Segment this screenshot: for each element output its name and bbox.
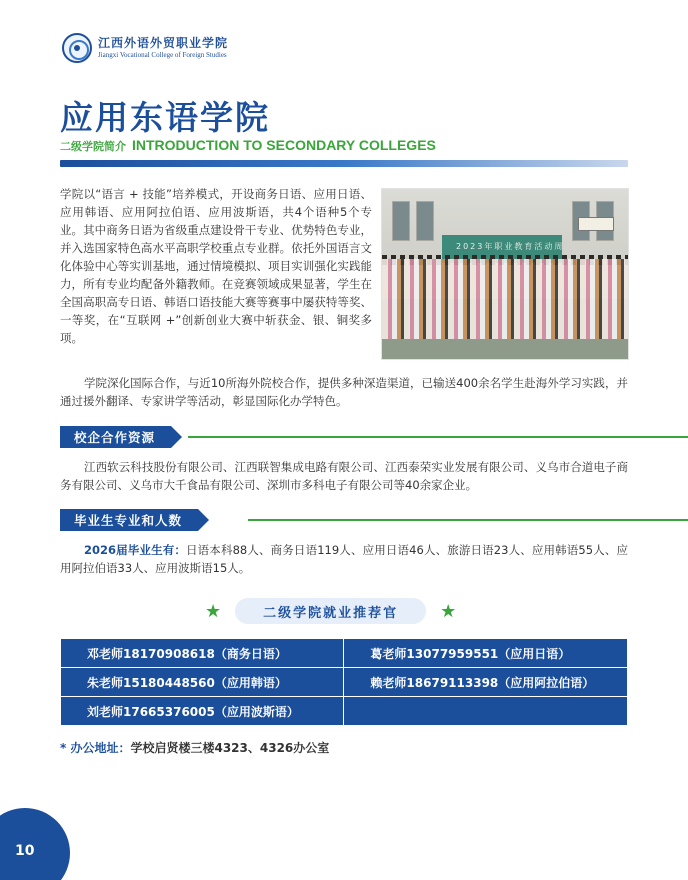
page-number: 10: [15, 843, 35, 859]
contact-cell: 赖老师18679113398（应用阿拉伯语）: [344, 668, 628, 697]
section-title-graduates: 毕业生专业和人数: [60, 509, 198, 531]
photo-crowd: [382, 259, 629, 339]
contact-row: [61, 697, 628, 726]
logo-chinese-name: 江西外语外贸职业学院: [98, 36, 229, 50]
college-emblem-icon: [62, 33, 92, 63]
section-title-cooperation: 校企合作资源: [60, 426, 171, 448]
section-line: [248, 519, 688, 521]
star-icon: ★: [205, 600, 222, 622]
contact-row: [61, 668, 628, 697]
photo-ground: [382, 339, 629, 360]
contact-cell: 朱老师15180448560（应用韩语）: [61, 668, 344, 697]
graduates-text: [60, 541, 628, 577]
photo-sign: [578, 217, 614, 231]
page-title: 应用东语学院: [60, 98, 270, 137]
recommender-title: 二级学院就业推荐官: [235, 598, 426, 624]
contact-cell: 刘老师17665376005（应用波斯语）: [61, 697, 344, 726]
title-divider-bar: [60, 160, 628, 167]
contact-cell: 邓老师18170908618（商务日语）: [61, 639, 344, 668]
group-photo: [381, 188, 629, 360]
address-label: * 办公地址：: [60, 741, 131, 755]
recommender-heading: [205, 598, 456, 624]
logo-text: [98, 36, 228, 60]
cooperation-text: 江西软云科技股份有限公司、江西联智集成电路有限公司、江西泰荣实业发展有限公司、义乌市合道电子商务有限公司、义乌市大千食品有限公司、深圳市多科电子有限公司等40余家企业。: [60, 460, 628, 492]
intro-paragraph: 学院以“语言 + 技能”培养模式，开设商务日语、应用日语、应用韩语、应用阿拉伯语、应用波斯语，共4个语种5个专业。其中商务日语为省级重点建设骨干专业、优势特色专业，并入选国家特色高水平高职学校重点专业群。依托外国语言文化体验中心等实训基地，通过情境模拟、项目实训强化实践能力，所有专业均配备外籍教师。在竞赛领域成果显著，学生在全国高职高专日语、韩语口语技能大赛等赛事中屡获特等奖、一等奖，在“互联网 +”创新创业大赛中斩获金、银、铜奖多项。: [60, 187, 372, 345]
subtitle-chinese: 二级学院简介: [60, 140, 126, 153]
graduates-detail: 日语本科88人、商务日语119人、应用日语46人、旅游日语23人、应用韩语55人、应用阿拉伯语33人、应用波斯语15人。: [60, 543, 628, 575]
photo-window: [416, 201, 434, 241]
contact-cell: 葛老师13077959551（应用日语）: [344, 639, 628, 668]
photo-window: [392, 201, 410, 241]
contact-cell-empty: [344, 697, 628, 726]
section-line: [188, 436, 688, 438]
page-corner-decoration: [0, 808, 70, 880]
graduates-label: 2026届毕业生有：: [84, 543, 187, 557]
subtitle-english: INTRODUCTION TO SECONDARY COLLEGES: [132, 137, 436, 153]
photo-banner-text: 2023年职业教育活动周: [456, 242, 565, 251]
office-address: [60, 739, 329, 756]
contact-table: [60, 638, 628, 726]
international-paragraph: 学院深化国际合作，与近10所海外院校合作，提供多种深造渠道，已输送400余名学生赴海外学习实践，并通过援外翻译、专家讲学等活动，彰显国际化办学特色。: [60, 376, 628, 408]
logo-english-name: Jiangxi Vocational College of Foreign Studies: [98, 51, 227, 59]
college-logo: [62, 33, 228, 63]
page-subtitle: [60, 137, 436, 154]
contact-row: [61, 639, 628, 668]
star-icon: ★: [440, 600, 457, 622]
section-header-graduates: [60, 509, 198, 531]
address-value: 学校启贤楼三楼4323、4326办公室: [130, 741, 330, 755]
section-header-cooperation: [60, 426, 171, 448]
